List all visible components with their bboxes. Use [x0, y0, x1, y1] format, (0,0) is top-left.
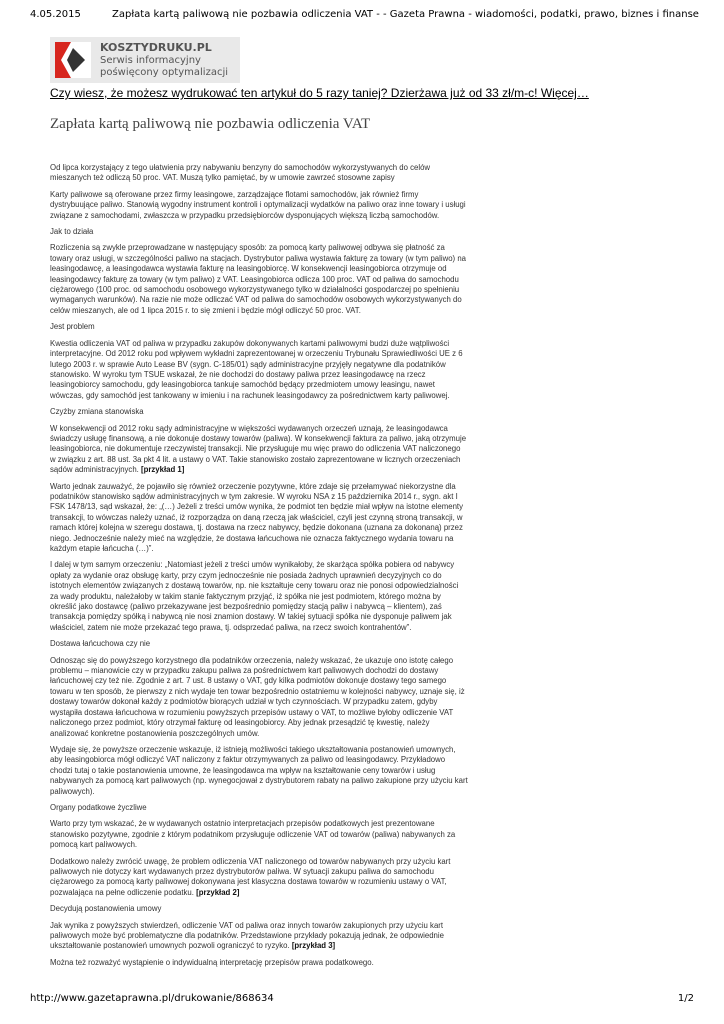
article-paragraph: [50, 819, 468, 850]
article-paragraph: [50, 803, 468, 813]
print-title: Zapłata kartą paliwową nie pozbawia odliczenia VAT - - Gazeta Prawna - wiadomości, podatki, prawo, biznes i finanse: [112, 9, 699, 20]
paragraph-text: Wydaje się, że powyższe orzeczenie wskazuje, iż istnieją możliwości takiego ukształtowania postanowień umownych, aby leasingobiorca mógł odliczyć VAT naliczony z faktur otrzymywanych za paliwo od leasingodawcy. Przykładowo chodzi tutaj o takie postanowienia umowne, że leasingodawca ma wpływ na kształtowanie ceny towarów i usług nabywanych za pomocą kart paliwowych (np. wynegocjował z dystrybutorem rabaty na paliwo zakupione przy użyciu kart paliwowych).: [50, 744, 468, 796]
article-title: Zapłata kartą paliwową nie pozbawia odliczenia VAT: [50, 116, 371, 132]
article-paragraph: [50, 921, 468, 952]
article-paragraph: [50, 482, 468, 555]
banner-brand: KOSZTYDRUKU.PL: [100, 41, 212, 54]
print-url: http://www.gazetaprawna.pl/drukowanie/868634: [30, 993, 274, 1004]
kosztydruku-logo-icon: [55, 42, 91, 78]
banner-tagline: Serwis informacyjny poświęcony optymalizacji: [100, 55, 228, 78]
paragraph-text: Karty paliwowe są oferowane przez firmy leasingowe, zarządzające flotami samochodów, jak również firmy dystrybuujące paliwo. Stanowią wygodny instrument kontroli i optymalizacji wydatków na paliwo oraz inne towary i usługi związane z samochodami, zwłaszcza w przypadku przedsiębiorców dysponujących większą liczbą samochodów.: [50, 189, 466, 220]
paragraph-text: Organy podatkowe życzliwe: [50, 802, 147, 812]
page-number: 1/2: [677, 993, 694, 1004]
article-body: [50, 163, 468, 974]
article-paragraph: [50, 322, 468, 332]
paragraph-text: W konsekwencji od 2012 roku sądy administracyjne w większości wydawanych orzeczeń uznają, że leasingodawca świadczy usługę finansową, a nie dokonuje dostawy towarów (paliwa). W konsekwencji faktura za paliwo, jaką otrzymuje leasingobiorca, nie dokumentuje rzeczywistej transakcji. Nie przysługuje mu więc prawo do odliczenia VAT naliczonego w związku z art. 88 ust. 3a pkt 4 lit. a ustawy o VAT. Takie stanowisko zostało zaprezentowane w licznych orzeczeniach sądów administracyjnych.: [50, 423, 467, 475]
article-paragraph: [50, 424, 468, 476]
article-paragraph: [50, 339, 468, 401]
example-tag: [przykład 3]: [291, 941, 336, 951]
paragraph-text: Decydują postanowienia umowy: [50, 904, 162, 914]
paragraph-text: Jak to działa: [50, 227, 94, 237]
paragraph-text: Warto przy tym wskazać, że w wydawanych ostatnio interpretacjach przepisów podatkowych jest prezentowane stanowisko pozytywne, zgodnie z którym podatnikom przysługuje odliczenie VAT od towarów (paliwa) nabywanych za pomocą kart paliwowych.: [50, 819, 456, 850]
article-paragraph: [50, 656, 468, 739]
print-date: 4.05.2015: [30, 9, 81, 20]
example-tag: [przykład 1]: [141, 465, 185, 475]
paragraph-text: Odnosząc się do powyższego korzystnego dla podatników orzeczenia, należy wskazać, że ukazuje ono istotę całego problemu – mianowicie czy w przypadku zakupu paliwa za pośrednictwem kart paliwowych dochodzi do dostawy łańcuchowej czy też nie. Zgodnie z art. 7 ust. 8 ustawy o VAT, gdy kilka podmiotów dokonuje dostawy tego samego towaru w ten sposób, że pierwszy z nich wydaje ten towar bezpośrednio ostatniemu w kolejności nabywcy, uznaje się, iż dostawy towarów dokonał każdy z podmiotów biorących udział w tych czynnościach. W przypadku zatem, gdyby wystąpiła dostawa łańcuchowa w rozumieniu powyższych przepisów ustawy o VAT, to możliwe byłoby odliczenie VAT naliczonego przez podmiot, który otrzymał fakturę od leasingobiorcy. Aby jednak przesądzić tę kwestię, należy analizować konkretne postanowienia poszczególnych umów.: [50, 655, 465, 738]
article-paragraph: [50, 190, 468, 221]
article-paragraph: [50, 958, 468, 968]
paragraph-text: Warto jednak zauważyć, że pojawiło się również orzeczenie pozytywne, które zdaje się przełamywać niekorzystne dla podatników stanowisko sądów administracyjnych w tym zakresie. W wyroku NSA z 15 października 2014 r., sygn. akt I FSK 1478/13, sąd wskazał, że: „(…) Jeżeli z treści umów wynika, że podmiot ten będzie miał wpływ na istotne elementy transakcji, to wówczas należy uznać, iż rozporządza on daną rzeczą jak właściciel, czyli jest czynną stroną transakcji, w ramach której kolejna w szeregu dostawa, tj. dostawa na rzecz nabywcy, będzie dokonana (uznana za dokonaną) przez niego. Jednocześnie należy mieć na względzie, że dostawa łańcuchowa nie oznacza faktycznego wydania towaru na każdym etapie łańcucha (…)”.: [50, 481, 463, 553]
paragraph-text: Dostawa łańcuchowa czy nie: [50, 639, 151, 649]
article-paragraph: [50, 904, 468, 914]
article-paragraph: [50, 163, 468, 184]
paragraph-text: Czyżby zmiana stanowiska: [50, 407, 144, 417]
paragraph-text: Rozliczenia są zwykle przeprowadzane w następujący sposób: za pomocą karty paliwowej odbywa się płatność za towary oraz usługi, w szczególności paliwo na stacjach. Dystrybutor paliwa wystawia fakturę za towary (w tym paliwo) na leasingodawcę, a leasingodawca wystawia fakturę na leasingobiorcę. W konsekwencji leasingobiorca otrzymuje od leasingodawcy fakturę za towary (w tym paliwo) z VAT. Leasingobiorca odlicza 100 proc. VAT od paliwa do samochodu ciężarowego (100 proc. od samochodu osobowego wykorzystywanego tylko w działalności gospodarczej po spełnieniu wymaganych warunków). Na razie nie może odliczać VAT od paliwa do samochodów osobowych wykorzystywanych do celów mieszanych, ale od 1 lipca 2015 r. to się zmieni i będzie mógł odliczyć 50 proc. VAT.: [50, 243, 466, 315]
article-paragraph: [50, 227, 468, 237]
article-paragraph: [50, 243, 468, 316]
kosztydruku-banner[interactable]: [50, 37, 240, 83]
article-paragraph: [50, 407, 468, 417]
paragraph-text: Dodatkowo należy zwrócić uwagę, że problem odliczenia VAT naliczonego od towarów nabywanych przy użyciu kart paliwowych nie dotyczy kart wydawanych przez dystrybutorów paliwa. W sytuacji zakupu paliwa do samochodu ciężarowego za pomocą karty paliwowej dokonywana jest klasyczna dostawa towarów w rozumieniu ustawy o VAT, pozwalająca na pełne odliczenie podatku.: [50, 856, 451, 897]
paragraph-text: Jak wynika z powyższych stwierdzeń, odliczenie VAT od paliwa oraz innych towarów zakupionych przy użyciu kart paliwowych może być problematyczne dla podatników. Przedstawione przykłady pokazują jednak, że odpowiednie ukształtowanie postanowień umownych pozwoli ograniczyć to ryzyko.: [50, 920, 444, 951]
example-tag: [przykład 2]: [196, 887, 240, 897]
article-paragraph: [50, 639, 468, 649]
paragraph-text: Jest problem: [50, 322, 95, 332]
article-paragraph: [50, 857, 468, 899]
paragraph-text: Można też rozważyć wystąpienie o indywidualną interpretację przepisów prawa podatkowego.: [50, 957, 374, 967]
paragraph-text: I dalej w tym samym orzeczeniu: „Natomiast jeżeli z treści umów wynikałoby, że skarżąca spółka pobiera od nabywcy opłaty za wydanie oraz obsługę karty, przy czym jednocześnie nie posiada żadnych uprawnień decyzyjnych co do istotnych elementów związanych z dostawą towarów, np. nie kształtuje ceny towaru oraz nie ponosi odpowiedzialności za wady produktu, należałoby w takim stanie faktycznym przyjąć, iż spółka nie jest podmiotem, którego można by określić jako dostawcę (paliwo przekazywane jest bezpośrednio pomiędzy stacją paliw i nabywcą – klientem), zaś transakcja pomiędzy spółką i nabywcą nie nosi znamion dostawy. W takiej sytuacji spółka nie dysponuje paliwem jak właściciel, zatem nie może przekazać tego prawa, tj. odsprzedać paliwa, na rzecz swoich kontrahentów”.: [50, 560, 459, 632]
paragraph-text: Od lipca korzystający z tego ułatwienia przy nabywaniu benzyny do samochodów wykorzystywanych do celów mieszanych też odliczą 50 proc. VAT. Muszą tylko pamiętać, by w umowie zawrzeć stosowne zapisy: [50, 163, 431, 183]
paragraph-text: Kwestia odliczenia VAT od paliwa w przypadku zakupów dokonywanych kartami paliwowymi budzi duże wątpliwości interpretacyjne. Od 2012 roku pod wpływem wykładni zaprezentowanej w orzeczeniu Trybunału Sprawiedliwości UE z 6 lutego 2003 r. w sprawie Auto Lease BV (sygn. C-185/01) sądy administracyjne przyjęły negatywne dla podatników stanowisko. W wyroku tym TSUE wskazał, że nie dochodzi do dostawy paliwa przez leasingodawcę na rzecz leasingobiorcy samochodu, gdy leasingobiorca tankuje samochód będący przedmiotem umowy leasingu, nawet wówczas, gdy samochód jest tankowany w imieniu i na rachunek leasingodawcy za pośrednictwem karty paliwowej.: [50, 338, 463, 400]
promo-link[interactable]: Czy wiesz, że możesz wydrukować ten artykuł do 5 razy taniej? Dzierżawa już od 33 zł/m-c! Więcej…: [50, 86, 589, 100]
article-paragraph: [50, 745, 468, 797]
article-paragraph: [50, 560, 468, 633]
